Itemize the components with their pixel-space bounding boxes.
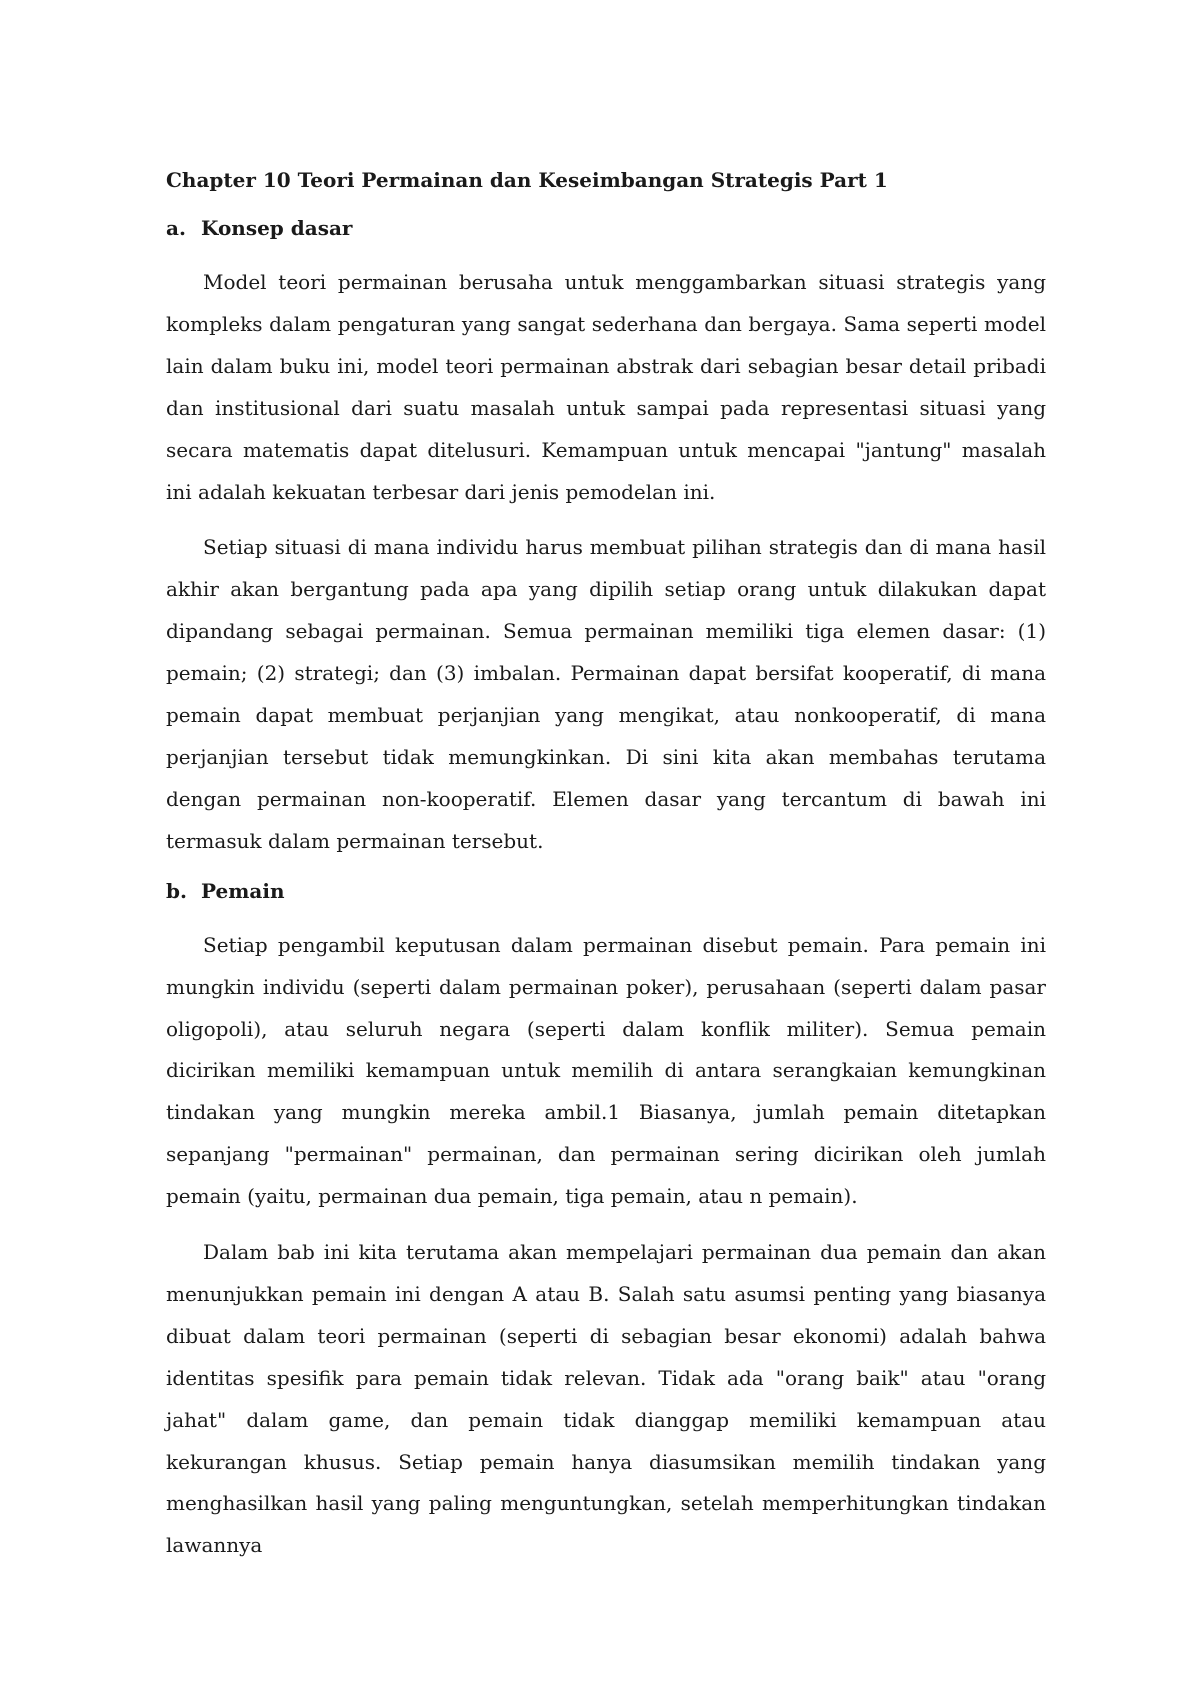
section-marker: a. xyxy=(166,216,186,240)
paragraph: Setiap pengambil keputusan dalam permainan disebut pemain. Para pemain ini mungkin individu (seperti dalam permainan poker), perusahaan (seperti dalam pasar oligopoli), atau seluruh negara (seperti dalam konflik militer). Semua pemain dicirikan memiliki kemampuan untuk memilih di antara serangkaian kemungkinan tindakan yang mungkin mereka ambil.1 Biasanya, jumlah pemain ditetapkan sepanjang "permainan" permainan, dan permainan sering dicirikan oleh jumlah pemain (yaitu, permainan dua pemain, tiga pemain, atau n pemain). xyxy=(166,932,1046,1209)
section-heading-text: Konsep dasar xyxy=(201,216,353,240)
paragraph: Dalam bab ini kita terutama akan mempelajari permainan dua pemain dan akan menunjukkan pemain ini dengan A atau B. Salah satu asumsi penting yang biasanya dibuat dalam teori permainan (seperti di sebagian besar ekonomi) adalah bahwa identitas spesifik para pemain tidak relevan. Tidak ada "orang baik" atau "orang jahat" dalam game, dan pemain tidak dianggap memiliki kemampuan atau kekurangan khusus. Setiap pemain hanya diasumsikan memilih tindakan yang menghasilkan hasil yang paling menguntungkan, setelah memperhitungkan tindakan lawannya xyxy=(166,1240,1046,1558)
paragraph: Setiap situasi di mana individu harus membuat pilihan strategis dan di mana hasil akhir akan bergantung pada apa yang dipilih setiap orang untuk dilakukan dapat dipandang sebagai permainan. Semua permainan memiliki tiga elemen dasar: (1) pemain; (2) strategi; dan (3) imbalan. Permainan dapat bersifat kooperatif, di mana pemain dapat membuat perjanjian yang mengikat, atau nonkooperatif, di mana perjanjian tersebut tidak memungkinkan. Di sini kita akan membahas terutama dengan permainan non-kooperatif. Elemen dasar yang tercantum di bawah ini termasuk dalam permainan tersebut. xyxy=(166,535,1046,853)
section-heading-text: Pemain xyxy=(201,878,285,903)
section-heading-pemain xyxy=(166,877,1046,905)
section-marker: b. xyxy=(166,878,187,903)
document-page xyxy=(166,166,1046,1581)
chapter-title: Chapter 10 Teori Permainan dan Keseimbangan Strategis Part 1 xyxy=(166,168,888,192)
paragraph: Model teori permainan berusaha untuk menggambarkan situasi strategis yang kompleks dalam pengaturan yang sangat sederhana dan bergaya. Sama seperti model lain dalam buku ini, model teori permainan abstrak dari sebagian besar detail pribadi dan institusional dari suatu masalah untuk sampai pada representasi situasi yang secara matematis dapat ditelusuri. Kemampuan untuk mencapai "jantung" masalah ini adalah kekuatan terbesar dari jenis pemodelan ini. xyxy=(166,270,1046,504)
section-heading-konsep-dasar xyxy=(166,214,1046,242)
